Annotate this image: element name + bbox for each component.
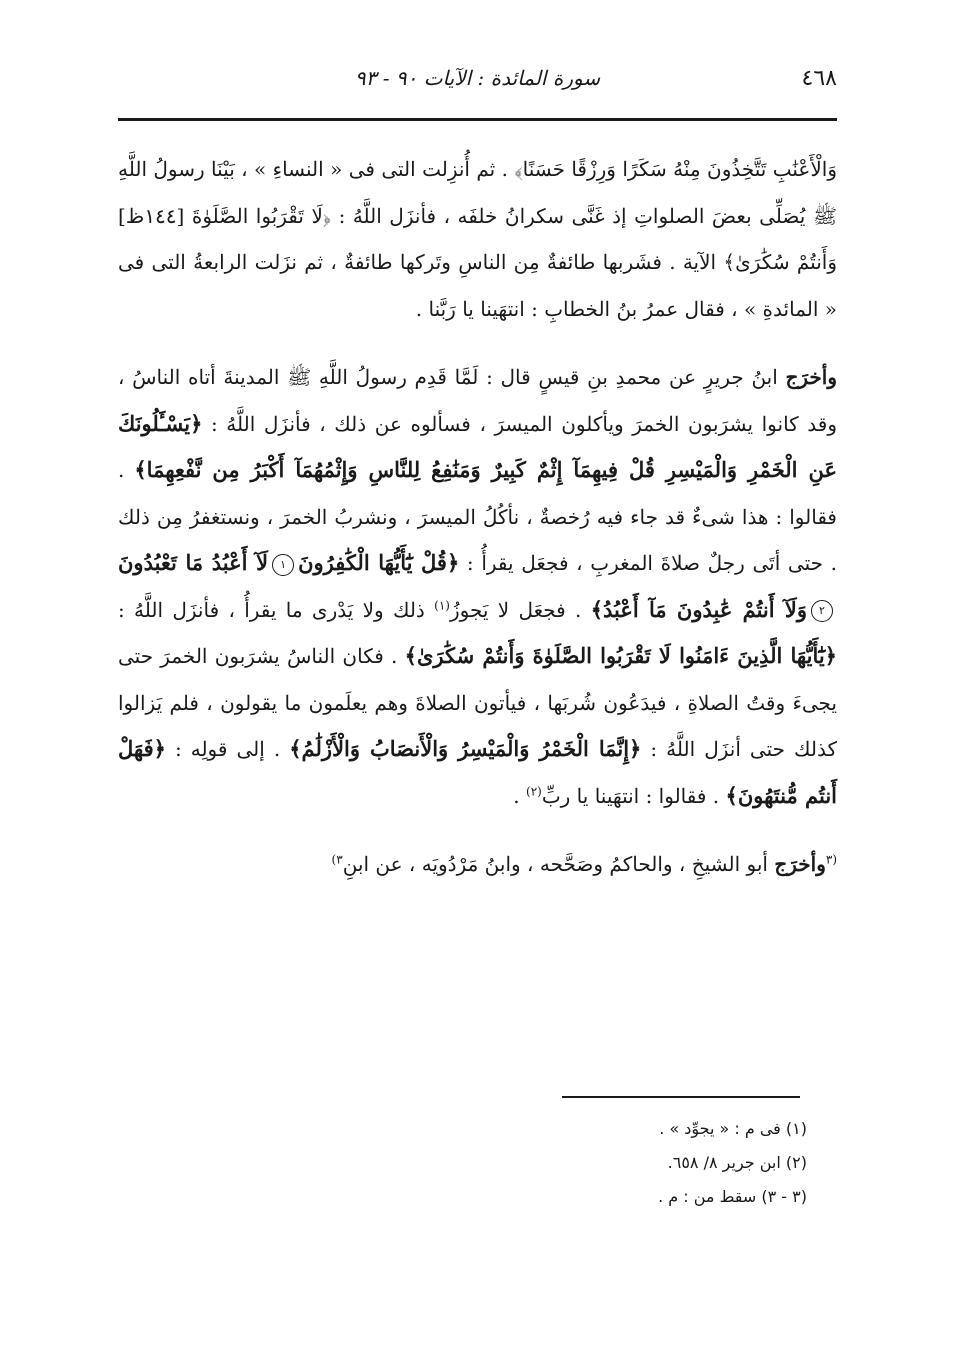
ayah-number-marker: ٢ bbox=[811, 600, 833, 622]
running-title: سورة المائدة : الآيات ٩٠ - ٩٣ bbox=[354, 66, 601, 90]
page-number: ٤٦٨ bbox=[801, 66, 837, 91]
running-header bbox=[118, 62, 837, 102]
paragraph-3 bbox=[118, 841, 837, 888]
footnote-3: (٣ - ٣) سقط من : م . bbox=[658, 1187, 807, 1206]
paragraph-3-lead: وأخرَج bbox=[774, 852, 826, 876]
paragraph-1 bbox=[118, 146, 837, 332]
paragraph-2-lead: وأخرَج bbox=[785, 365, 837, 389]
quran-verse-5: ﴿فَهَلْ أَنتُم مُّنتَهُونَ﴾ bbox=[118, 736, 837, 808]
paragraph-2-text-b: . فقالوا : هذا شىءٌ قد جاء فيه رُخصةٌ ، نأكُلُ الميسرَ ، ونشربُ الخمرَ ، ونستغفرُ مِن ذلك . حتى أتَى رجلٌ صلاةَ المغربِ ، فجعَل يقرأُ : bbox=[118, 458, 837, 575]
footnote-rule bbox=[562, 1096, 800, 1098]
quran-verse-2b: لَآ أَعْبُدُ مَا تَعْبُدُونَ bbox=[118, 550, 269, 575]
paragraph-1-text: وَالْأَعْنَٰبِ تَتَّخِذُونَ مِنْهُ سَكَرًا وَرِزْقًا حَسَنًا﴾ . ثم أُنزِلت التى فى « النساءِ » ، بَيْنَا رسولُ اللَّهِ ﷺ يُصَلِّى بعضَ الصلواتِ إذ غَنَّى سكرانُ خلفَه ، فأنزَل اللَّهُ : ﴿لَا تَقْرَبُوا الصَّلَوٰةَ [١٤٤ظ] وَأَنتُمْ سُكَٰرَىٰ﴾ الآية . فشَربها طائفةٌ مِن الناسِ وتَركها طائفةٌ ، ثم نزَلت الرابعةُ التى فى « المائدةِ » ، فقال عمرُ بنُ الخطابِ : انتهَينا يا رَبَّنا . bbox=[118, 157, 837, 321]
paragraph-2-text-g: . فقالوا : انتهَينا يا ربِّ bbox=[541, 783, 726, 808]
paragraph-2-text-h: . bbox=[513, 783, 526, 808]
footnote-1: (١) فى م : « يجوِّد » . bbox=[659, 1119, 807, 1138]
body-text bbox=[118, 146, 837, 888]
quran-verse-2a: ﴿قُلْ يَٰٓأَيُّهَا الْكَٰفِرُونَ bbox=[298, 550, 460, 575]
quran-verse-3: ﴿يَٰٓأَيُّهَا الَّذِينَ ءَامَنُوا لَا تَقْرَبُوا الصَّلَوٰةَ وَأَنتُمْ سُكَٰرَىٰ﴾ bbox=[404, 643, 837, 668]
paragraph-2-text-e: . فكان الناسُ يشرَبون الخمرَ حتى يجىءَ وقتُ الصلاةِ ، فيدَعُون شُربَها ، فيأتون الصلاةَ وهم يعلَمون ما يقولون ، فلم يَزالوا كذلك حتى أنزَل اللَّهُ : bbox=[118, 644, 838, 761]
paragraph-2-text-d: ذلك ولا يَدْرى ما يقرأُ ، فأنزَل اللَّهُ : bbox=[118, 597, 435, 622]
header-rule bbox=[118, 118, 837, 121]
footnotes bbox=[118, 1112, 807, 1214]
footnote-ref-3-close[interactable]: ٣) bbox=[331, 852, 343, 867]
footnote-2: (٢) ابن جرير ٨/ ٦٥٨. bbox=[667, 1153, 807, 1172]
quran-verse-4: ﴿إِنَّمَا الْخَمْرُ وَالْمَيْسِرُ وَالْأَنصَابُ وَالْأَزْلَٰمُ﴾ bbox=[289, 736, 642, 761]
paragraph-3-text: أبو الشيخِ ، والحاكمُ وصَحَّحه ، وابنُ مَرْدُويَه ، عن ابنِ bbox=[342, 852, 775, 876]
footnote-ref-1[interactable]: (١) bbox=[434, 597, 450, 612]
paragraph-2-text-f: . إلى قولِه : bbox=[165, 737, 290, 761]
paragraph-2-text-c: . فجعَل لا يَجوزُ bbox=[449, 597, 591, 622]
footnote-ref-3-open[interactable]: (٣ bbox=[825, 852, 837, 867]
footnote-ref-2[interactable]: (٢) bbox=[526, 783, 542, 798]
ayah-number-marker: ١ bbox=[272, 554, 294, 576]
quran-verse-1: ﴿يَسْـَٔلُونَكَ عَنِ الْخَمْرِ وَالْمَيْسِرِ قُلْ فِيهِمَآ إِثْمٌ كَبِيرٌ وَمَنَٰفِعُ لِلنَّاسِ وَإِثْمُهُمَآ أَكْبَرُ مِن نَّفْعِهِمَا﴾ bbox=[118, 410, 837, 482]
paragraph-2 bbox=[118, 354, 837, 819]
paragraph-2-text-a: ابنُ جريرٍ عن محمدِ بنِ قيسٍ قال : لَمَّا قَدِم رسولُ اللَّهِ ﷺ المدينةَ أتاه الناسُ ، وقد كانوا يشرَبون الخمرَ ويأكلون الميسرَ ، فسألوه عن ذلك ، فأنزَل اللَّهُ : bbox=[118, 365, 837, 436]
quran-verse-2c: وَلَآ أَنتُمْ عَٰبِدُونَ مَآ أَعْبُدُ﴾ bbox=[590, 596, 807, 622]
